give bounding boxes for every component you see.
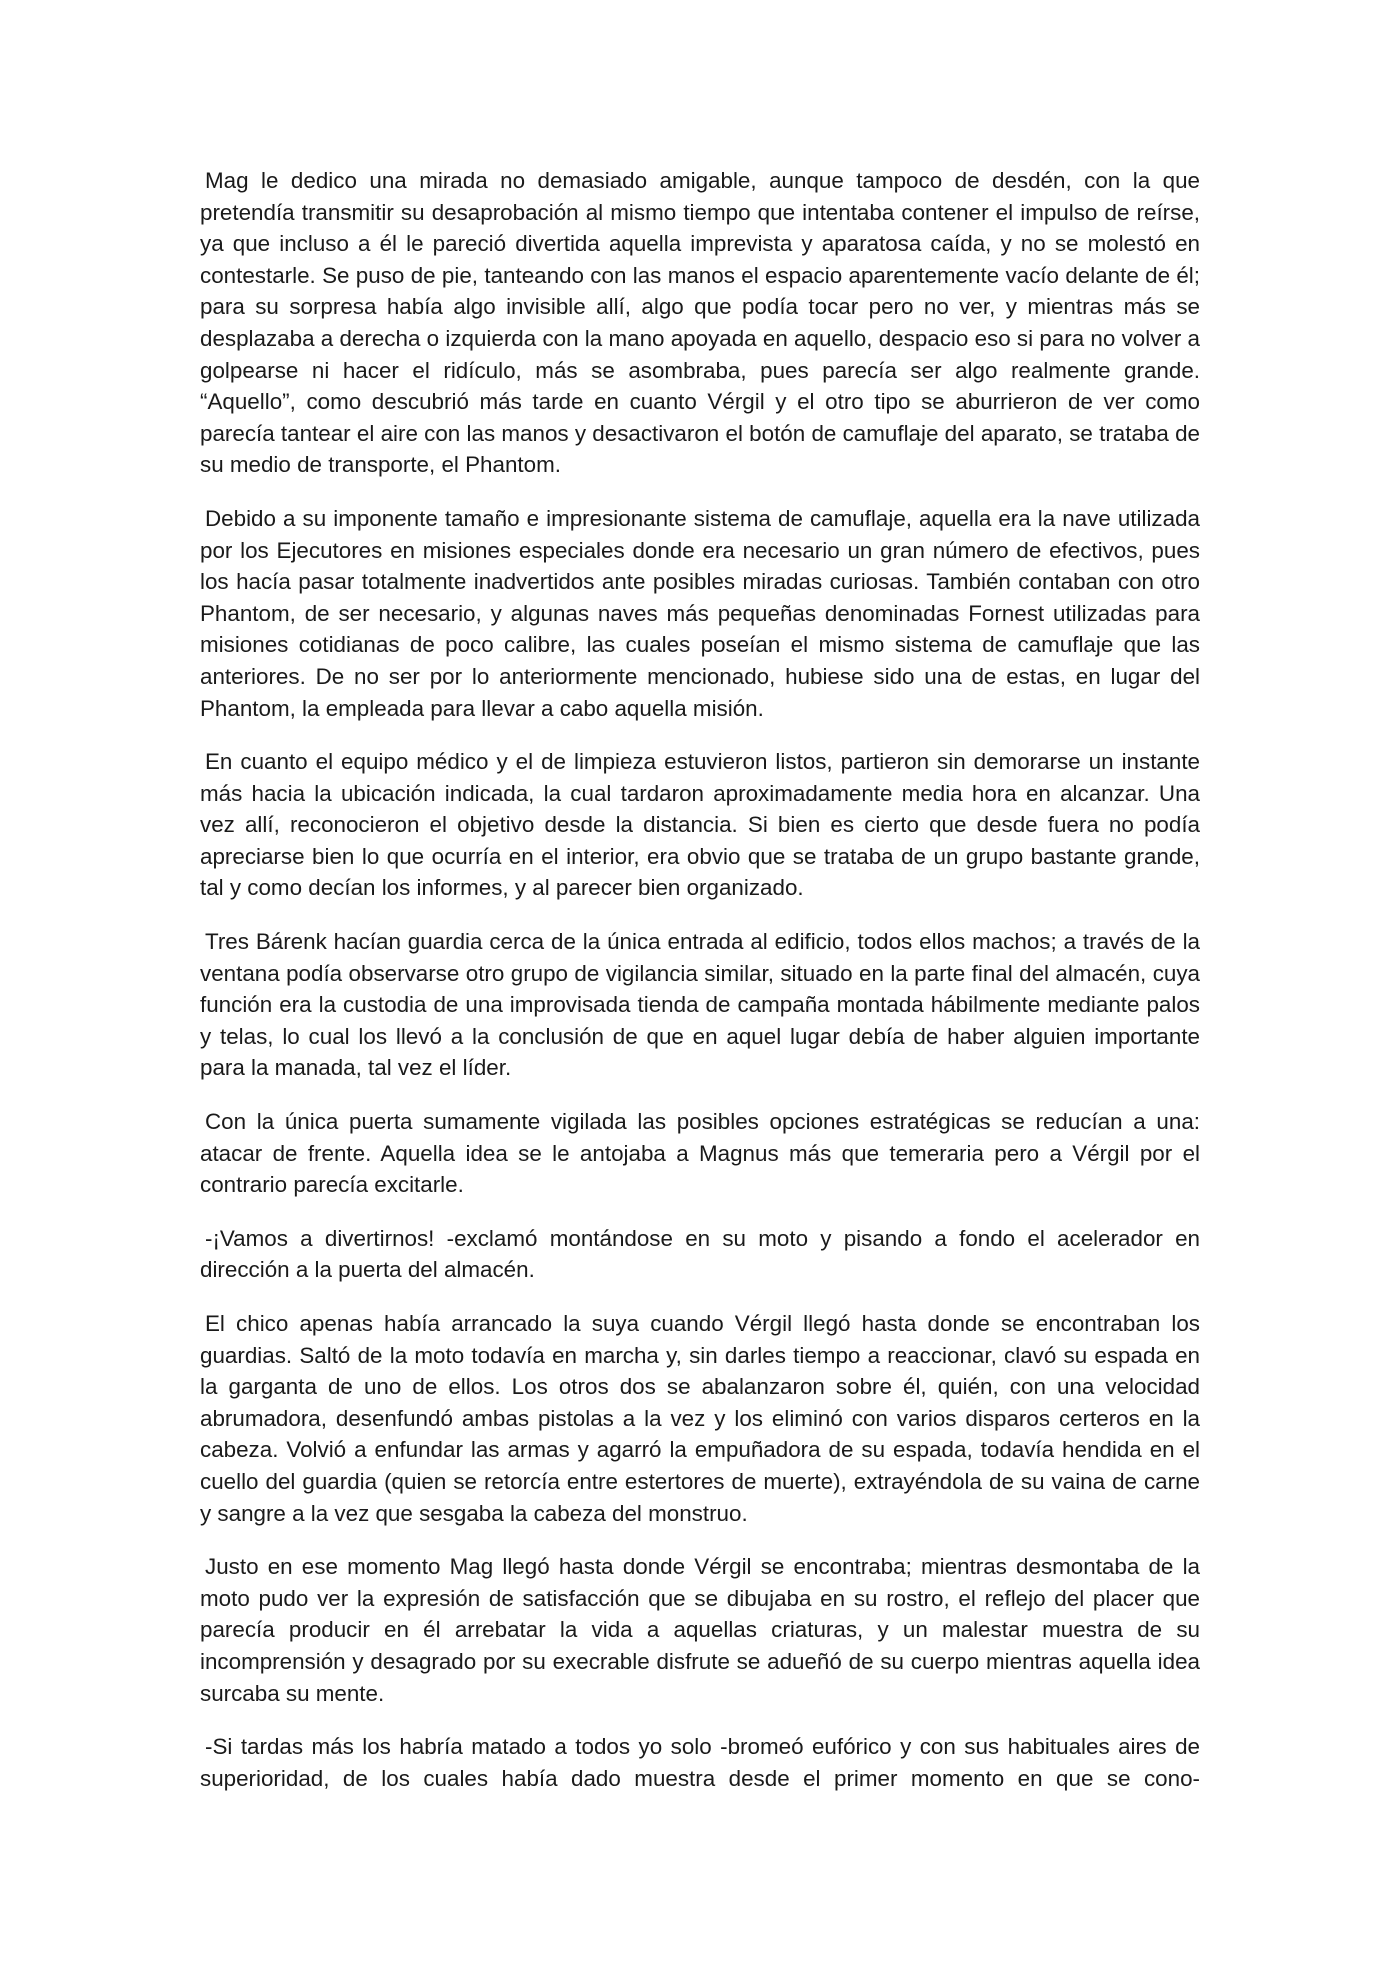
paragraph-4: Tres Bárenk hacían guardia cerca de la única entrada al edificio, todos ellos machos; a través de la ventana podía observarse otro grupo de vigilancia similar, situado en la parte final del almacén, cuya función era la custodia de una improvisada tienda de campaña montada hábilmente mediante palos y telas, lo cual los llevó a la conclusión de que en aquel lugar debía de haber alguien importante para la manada, tal vez el líder. — [200, 929, 1200, 1081]
paragraph-9: -Si tardas más los habría matado a todos yo solo -bromeó eufórico y con sus habituales aires de superioridad, de los cuales había dado muestra desde el primer momento en que se cono- — [200, 1734, 1200, 1791]
paragraph-1: Mag le dedico una mirada no demasiado amigable, aunque tampoco de desdén, con la que pretendía transmitir su desaprobación al mismo tiempo que intentaba contener el impulso de reírse, ya que incluso a él le pareció divertida aquella imprevista y aparatosa caída, y no se molestó en contestarle. Se puso de pie, tanteando con las manos el espacio aparentemente vacío delante de él; para su sorpresa había algo invisible allí, algo que podía tocar pero no ver, y mientras más se desplazaba a derecha o izquierda con la mano apoyada en aquello, despacio eso si para no volver a golpearse ni hacer el ridículo, más se asombraba, pues parecía ser algo realmente grande. “Aquello”, como descubrió más tarde en cuanto Vérgil y el otro tipo se aburrieron de ver como parecía tantear el aire con las manos y desactivaron el botón de camuflaje del aparato, se trataba de su medio de transporte, el Phantom. — [200, 168, 1200, 478]
paragraph-7: El chico apenas había arrancado la suya cuando Vérgil llegó hasta donde se encontraban los guardias. Saltó de la moto todavía en marcha y, sin darles tiempo a reaccionar, clavó su espada en la garganta de uno de ellos. Los otros dos se abalanzaron sobre él, quién, con una velocidad abrumadora, desenfundó ambas pistolas a la vez y los eliminó con varios disparos certeros en la cabeza. Volvió a enfundar las armas y agarró la empuñadora de su espada, todavía hendida en el cuello del guardia (quien se retorcía entre estertores de muerte), extrayéndola de su vaina de carne y sangre a la vez que sesgaba la cabeza del monstruo. — [200, 1311, 1200, 1526]
paragraph-6: -¡Vamos a divertirnos! -exclamó montándose en su moto y pisando a fondo el acelerador en dirección a la puerta del almacén. — [200, 1225, 1200, 1283]
paragraph-8: Justo en ese momento Mag llegó hasta donde Vérgil se encontraba; mientras desmontaba de la moto pudo ver la expresión de satisfacción que se dibujaba en su rostro, el reflejo del placer que parecía producir en él arrebatar la vida a aquellas criaturas, y un malestar muestra de su incomprensión y desagrado por su execrable disfrute se adueñó de su cuerpo mientras aquella idea surcaba su mente. — [200, 1554, 1200, 1706]
body-text — [200, 165, 1200, 1816]
paragraph-2: Debido a su imponente tamaño e impresionante sistema de camuflaje, aquella era la nave utilizada por los Ejecutores en misiones especiales donde era necesario un gran número de efectivos, pues los hacía pasar totalmente inadvertidos ante posibles miradas curiosas. También contaban con otro Phantom, de ser necesario, y algunas naves más pequeñas denominadas Fornest utilizadas para misiones cotidianas de poco calibre, las cuales poseían el mismo sistema de camuflaje que las anteriores. De no ser por lo anteriormente mencionado, hubiese sido una de estas, en lugar del Phantom, la empleada para llevar a cabo aquella misión. — [200, 505, 1200, 721]
paragraph-3: En cuanto el equipo médico y el de limpieza estuvieron listos, partieron sin demorarse un instante más hacia la ubicación indicada, la cual tardaron aproximadamente media hora en alcanzar. Una vez allí, reconocieron el objetivo desde la distancia. Si bien es cierto que desde fuera no podía apreciarse bien lo que ocurría en el interior, era obvio que se trataba de un grupo bastante grande, tal y como decían los informes, y al parecer bien organizado. — [200, 749, 1200, 901]
paragraph-5: Con la única puerta sumamente vigilada las posibles opciones estratégicas se reducían a una: atacar de frente. Aquella idea se le antojaba a Magnus más que temeraria pero a Vérgil por el contrario parecía excitarle. — [200, 1109, 1200, 1198]
